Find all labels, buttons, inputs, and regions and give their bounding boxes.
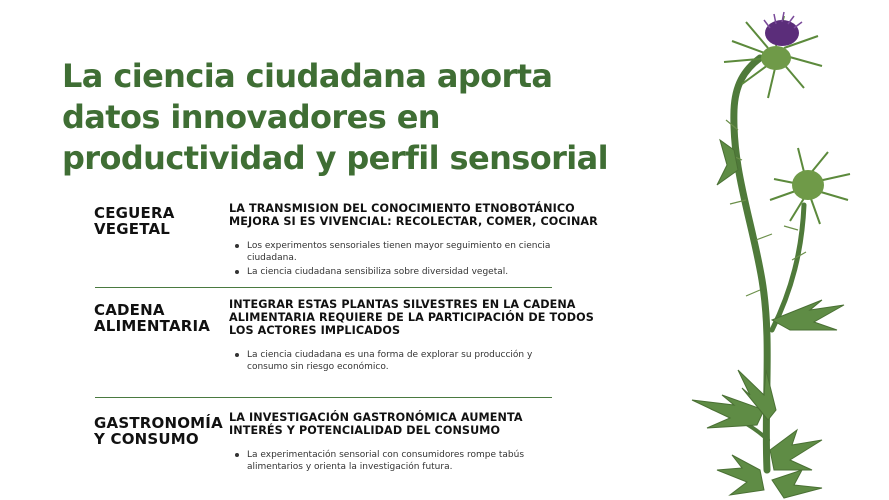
slide-title (62, 56, 622, 179)
section-label-line: Y CONSUMO (94, 430, 199, 448)
section-heading-line: LOS ACTORES IMPLICADOS (229, 324, 401, 337)
section-heading-line: INTERÉS Y POTENCIALIDAD DEL CONSUMO (229, 424, 501, 437)
bullet-list (229, 240, 564, 278)
section-heading-line: MEJORA SI ES VIVENCIAL: RECOLECTAR, COMER, COCINAR (229, 215, 598, 228)
section-heading-line: LA INVESTIGACIÓN GASTRONÓMICA AUMENTA (229, 411, 523, 424)
title-line: La ciencia ciudadana aporta (62, 57, 553, 95)
section-label (94, 302, 224, 334)
bullet-item: La ciencia ciudadana es una forma de explorar su producción y consumo sin riesgo económico. (247, 349, 564, 373)
title-line: productividad y perfil sensorial (62, 139, 609, 177)
section-heading-line: LA TRANSMISION DEL CONOCIMIENTO ETNOBOTÁNICO (229, 202, 575, 215)
section-label (94, 205, 224, 237)
section-heading (229, 202, 598, 228)
section-label-line: CEGUERA (94, 204, 175, 222)
section-heading (229, 411, 564, 437)
bullet-list (229, 349, 564, 373)
section-content (229, 411, 564, 475)
section-content (229, 202, 598, 280)
thistle-plant-image (672, 0, 889, 500)
bullet-item: Los experimentos sensoriales tienen mayor seguimiento en ciencia ciudadana. (247, 240, 564, 264)
section-content (229, 298, 594, 375)
section-label-line: ALIMENTARIA (94, 317, 211, 335)
section-heading (229, 298, 594, 337)
section-label-line: GASTRONOMÍA (94, 414, 223, 432)
bullet-list (229, 449, 564, 473)
title-line: datos innovadores en (62, 98, 440, 136)
thistle-bud (770, 148, 850, 224)
section-heading-line: INTEGRAR ESTAS PLANTAS SILVESTRES EN LA CADENA (229, 298, 576, 311)
section-divider (95, 397, 552, 398)
section-heading-line: ALIMENTARIA REQUIERE DE LA PARTICIPACIÓN DE TODOS (229, 311, 594, 324)
section-label-line: CADENA (94, 301, 165, 319)
bullet-item: La ciencia ciudadana sensibiliza sobre diversidad vegetal. (247, 266, 564, 278)
bullet-item: La experimentación sensorial con consumidores rompe tabús alimentarios y orienta la investigación futura. (247, 449, 564, 473)
section-label (94, 415, 224, 447)
section-label-line: VEGETAL (94, 220, 171, 238)
section-divider (95, 287, 552, 288)
